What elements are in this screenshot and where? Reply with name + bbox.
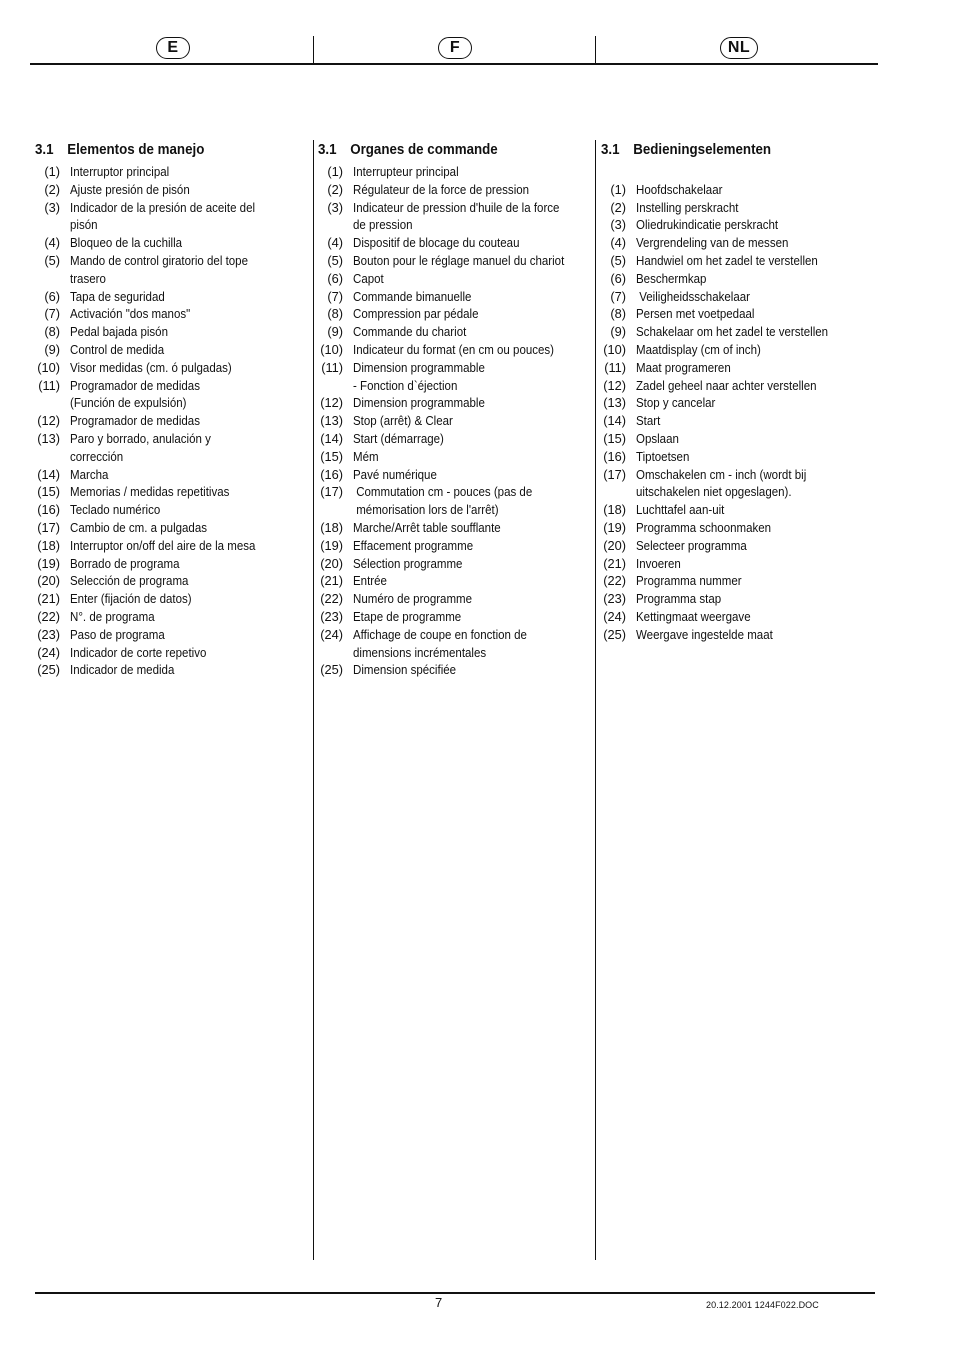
list-item (601, 270, 873, 288)
item-number: (12) (603, 377, 626, 393)
item-text: Stop (arrêt) & Clear (353, 413, 453, 429)
item-text: Opslaan (636, 430, 679, 446)
list-item (318, 163, 593, 181)
list-item (601, 216, 873, 234)
item-number: (7) (44, 306, 60, 322)
item-number: (9) (610, 324, 626, 340)
item-text: Mando de control giratorio del tope trasero (70, 252, 248, 286)
item-number: (6) (327, 270, 343, 286)
item-text: Memorias / medidas repetitivas (70, 484, 230, 500)
section-heading (601, 140, 851, 160)
item-number: (21) (37, 591, 60, 607)
item-text: Control de medida (70, 341, 165, 357)
item-number: (18) (320, 519, 343, 535)
item-text: Vergrendeling van de messen (636, 235, 789, 251)
item-text: Commutation cm - pouces (pas de mémorisation lors de l'arrêt) (356, 484, 533, 518)
item-number: (11) (38, 377, 60, 393)
list-item (318, 519, 593, 537)
item-text: Programma nummer (636, 573, 742, 589)
list-item (318, 359, 593, 395)
item-number: (15) (603, 430, 626, 446)
item-text: Handwiel om het zadel te verstellen (636, 252, 818, 268)
item-text: Cambio de cm. a pulgadas (70, 519, 208, 535)
list-item (35, 412, 307, 430)
item-text: Enter (fijación de datos) (70, 591, 192, 607)
list-item (601, 501, 873, 519)
item-text: Visor medidas (cm. ó pulgadas) (70, 359, 232, 375)
list-item (601, 626, 873, 644)
item-number: (25) (603, 626, 626, 642)
list-item (601, 234, 873, 252)
list-item (601, 572, 873, 590)
item-number: (12) (37, 413, 60, 429)
list-item (35, 305, 307, 323)
item-number: (20) (37, 573, 60, 589)
item-number: (13) (320, 413, 343, 429)
item-number: (1) (327, 164, 343, 179)
list-item (318, 181, 593, 199)
lang-badge-dutch: NL (720, 37, 758, 59)
lang-badge-spanish: E (156, 37, 190, 59)
item-number: (5) (610, 252, 626, 268)
item-text: Dimension programmable (353, 395, 485, 411)
list-item (601, 252, 873, 270)
item-number: (6) (44, 288, 60, 304)
item-text: Dimension spécifiée (353, 662, 457, 678)
item-text: Capot (353, 270, 384, 286)
item-number: (22) (37, 608, 60, 624)
list-item (318, 608, 593, 626)
list-item (35, 288, 307, 306)
list-item (35, 644, 307, 662)
item-text: Oliedrukindicatie perskracht (636, 217, 779, 233)
item-number: (15) (37, 484, 60, 500)
list-item (601, 590, 873, 608)
item-number: (1) (610, 181, 626, 197)
list-item (318, 626, 593, 662)
list-item (318, 448, 593, 466)
section-heading (35, 140, 285, 160)
list-item (318, 270, 593, 288)
list-item (35, 555, 307, 573)
section-number: 3.1 (35, 142, 54, 158)
footer-rule (35, 1292, 875, 1294)
item-text: Bouton pour le réglage manuel du chariot (353, 252, 565, 268)
list-item (35, 430, 307, 466)
list-item (35, 359, 307, 377)
list-item (318, 199, 593, 235)
item-number: (5) (44, 252, 60, 268)
item-number: (16) (603, 448, 626, 464)
item-text: Interruptor on/off del aire de la mesa (70, 537, 256, 553)
item-text: Programador de medidas (70, 413, 200, 429)
item-text: Pedal bajada pisón (70, 324, 168, 340)
item-number: (8) (44, 324, 60, 340)
item-text: Invoeren (636, 555, 681, 571)
list-item (601, 537, 873, 555)
item-number: (18) (603, 502, 626, 518)
item-text: Zadel geheel naar achter verstellen (636, 377, 817, 393)
list-item (35, 199, 307, 235)
item-text: Dimension programmable - Fonction d`éjection (353, 359, 485, 393)
item-number: (19) (320, 537, 343, 553)
item-text: Indicateur du format (en cm ou pouces) (353, 341, 555, 357)
item-list (318, 163, 593, 679)
item-number: (25) (320, 662, 343, 678)
list-item (35, 501, 307, 519)
item-text: Interrupteur principal (353, 164, 459, 179)
item-number: (14) (603, 413, 626, 429)
column-spanish (35, 140, 307, 679)
item-text: Numéro de programme (353, 591, 473, 607)
list-item (35, 608, 307, 626)
column-divider-2 (595, 140, 596, 1260)
list-item (601, 519, 873, 537)
item-number: (9) (327, 324, 343, 340)
list-item (601, 359, 873, 377)
list-item (601, 377, 873, 395)
column-french (318, 140, 593, 679)
item-text: Activación "dos manos" (70, 306, 191, 322)
item-number: (13) (37, 430, 60, 446)
item-number: (9) (44, 341, 60, 357)
column-divider-1 (313, 140, 314, 1260)
list-item (318, 412, 593, 430)
list-item (318, 661, 593, 679)
column-dutch (601, 140, 873, 644)
list-item (318, 288, 593, 306)
item-number: (20) (320, 555, 343, 571)
item-text: Persen met voetpedaal (636, 306, 755, 322)
list-item (601, 394, 873, 412)
item-number: (21) (603, 555, 626, 571)
list-item (35, 377, 307, 413)
list-item (318, 590, 593, 608)
item-number: (21) (320, 573, 343, 589)
item-number: (2) (44, 181, 60, 197)
item-list (35, 163, 307, 679)
list-item (35, 323, 307, 341)
list-item (35, 572, 307, 590)
item-number: (13) (603, 395, 626, 411)
item-number: (2) (327, 181, 343, 197)
item-number: (24) (603, 608, 626, 624)
list-item (318, 430, 593, 448)
list-item (35, 466, 307, 484)
item-text: Marcha (70, 466, 109, 482)
list-item (318, 323, 593, 341)
item-number: (12) (320, 395, 343, 411)
list-item (318, 572, 593, 590)
item-number: (19) (37, 555, 60, 571)
item-text: Teclado numérico (70, 502, 161, 518)
item-text: Tiptoetsen (636, 448, 690, 464)
item-text: Commande du chariot (353, 324, 467, 340)
list-item (35, 537, 307, 555)
item-text: Bloqueo de la cuchilla (70, 235, 183, 251)
lang-badge-french: F (438, 37, 472, 59)
item-text: Programador de medidas (Función de expulsión) (70, 377, 200, 411)
item-text: Mém (353, 448, 379, 464)
list-item (601, 199, 873, 217)
section-number: 3.1 (601, 142, 620, 158)
list-item (318, 483, 593, 519)
item-text: Luchttafel aan-uit (636, 502, 725, 518)
item-text: Dispositif de blocage du couteau (353, 235, 520, 251)
item-number: (10) (37, 359, 60, 375)
item-text: Maatdisplay (cm of inch) (636, 341, 761, 357)
list-item (35, 341, 307, 359)
item-text: Omschakelen cm - inch (wordt bij uitschakelen niet opgeslagen). (636, 466, 807, 500)
item-text: Borrado de programa (70, 555, 180, 571)
item-number: (7) (327, 288, 343, 304)
item-text: Start (démarrage) (353, 430, 444, 446)
list-item (601, 466, 873, 502)
item-text: Entrée (353, 573, 387, 589)
item-number: (4) (610, 235, 626, 251)
list-item (35, 590, 307, 608)
item-text: Indicador de la presión de aceite del pisón (70, 199, 256, 233)
item-text: Selección de programa (70, 573, 189, 589)
item-text: Indicador de medida (70, 662, 175, 678)
list-item (318, 341, 593, 359)
item-number: (23) (603, 591, 626, 607)
item-text: Instelling perskracht (636, 199, 739, 215)
item-text: Paso de programa (70, 626, 165, 642)
list-item (35, 661, 307, 679)
item-text: Indicateur de pression d'huile de la force de pression (353, 199, 560, 233)
list-item (35, 163, 307, 181)
item-number: (22) (320, 591, 343, 607)
list-item (601, 412, 873, 430)
item-text: Veiligheidsschakelaar (636, 288, 750, 304)
item-text: Kettingmaat weergave (636, 608, 751, 624)
section-title: Organes de commande (350, 142, 498, 158)
item-number: (11) (321, 359, 343, 375)
list-item (318, 234, 593, 252)
list-item (601, 448, 873, 466)
item-text: Maat programeren (636, 359, 731, 375)
item-number: (25) (37, 662, 60, 678)
list-item (318, 555, 593, 573)
item-text: Selecteer programma (636, 537, 747, 553)
list-item (35, 626, 307, 644)
item-text: Commande bimanuelle (353, 288, 472, 304)
document-reference: 20.12.2001 1244F022.DOC (706, 1300, 819, 1310)
item-text: Affichage de coupe en fonction de dimensions incrémentales (353, 626, 527, 660)
item-number: (11) (604, 359, 626, 375)
list-item (601, 181, 873, 199)
item-number: (7) (610, 288, 626, 304)
item-number: (8) (327, 306, 343, 322)
item-text: Paro y borrado, anulación y corrección (70, 430, 211, 464)
item-text: Tapa de seguridad (70, 288, 165, 304)
item-number: (17) (603, 466, 626, 482)
list-item (35, 252, 307, 288)
list-item (601, 608, 873, 626)
item-number: (3) (327, 199, 343, 215)
item-number: (6) (610, 270, 626, 286)
item-text: N°. de programa (70, 608, 155, 624)
item-text: Weergave ingestelde maat (636, 626, 773, 642)
list-item (318, 466, 593, 484)
item-number: (19) (603, 519, 626, 535)
list-item (601, 323, 873, 341)
item-text: Interruptor principal (70, 164, 170, 179)
item-text: Effacement programme (353, 537, 474, 553)
item-text: Etape de programme (353, 608, 462, 624)
item-list (601, 181, 873, 644)
list-item (601, 341, 873, 359)
section-number: 3.1 (318, 142, 337, 158)
item-text: Programma schoonmaken (636, 519, 772, 535)
item-text: Stop y cancelar (636, 395, 716, 411)
item-number: (10) (320, 341, 343, 357)
header-divider-1 (313, 36, 314, 64)
list-item (318, 394, 593, 412)
item-text: Compression par pédale (353, 306, 479, 322)
item-number: (10) (603, 341, 626, 357)
item-number: (16) (320, 466, 343, 482)
item-number: (23) (320, 608, 343, 624)
list-item (35, 181, 307, 199)
item-number: (20) (603, 537, 626, 553)
item-number: (1) (44, 164, 60, 179)
item-number: (16) (37, 502, 60, 518)
item-number: (3) (610, 217, 626, 233)
item-number: (24) (37, 644, 60, 660)
item-text: Pavé numérique (353, 466, 437, 482)
item-text: Sélection programme (353, 555, 463, 571)
item-text: Marche/Arrêt table soufflante (353, 519, 501, 535)
header-rule (30, 63, 878, 65)
item-text: Beschermkap (636, 270, 707, 286)
page-number: 7 (435, 1295, 443, 1310)
header-divider-2 (595, 36, 596, 64)
item-text: Schakelaar om het zadel te verstellen (636, 324, 829, 340)
item-number: (8) (610, 306, 626, 322)
section-title: Elementos de manejo (67, 142, 205, 158)
item-text: Indicador de corte repetivo (70, 644, 207, 660)
list-item (35, 234, 307, 252)
item-number: (14) (320, 430, 343, 446)
section-heading (318, 140, 571, 160)
item-number: (24) (320, 626, 343, 642)
item-number: (18) (37, 537, 60, 553)
list-item (318, 252, 593, 270)
item-text: Programma stap (636, 591, 722, 607)
list-item (601, 430, 873, 448)
list-item (601, 305, 873, 323)
item-number: (23) (37, 626, 60, 642)
list-item (601, 555, 873, 573)
item-text: Hoofdschakelaar (636, 181, 723, 197)
item-number: (14) (37, 466, 60, 482)
list-item (318, 537, 593, 555)
list-item (35, 483, 307, 501)
item-number: (15) (320, 448, 343, 464)
item-number: (2) (610, 199, 626, 215)
item-number: (22) (603, 573, 626, 589)
item-text: Ajuste presión de pisón (70, 181, 190, 197)
item-text: Start (636, 413, 661, 429)
item-number: (4) (327, 235, 343, 251)
list-item (318, 305, 593, 323)
list-item (601, 288, 873, 306)
item-number: (5) (327, 252, 343, 268)
item-number: (17) (37, 519, 60, 535)
item-number: (17) (320, 484, 343, 500)
item-number: (4) (44, 235, 60, 251)
item-number: (3) (44, 199, 60, 215)
section-title: Bedieningselementen (633, 142, 772, 158)
item-text: Régulateur de la force de pression (353, 181, 530, 197)
list-item (35, 519, 307, 537)
